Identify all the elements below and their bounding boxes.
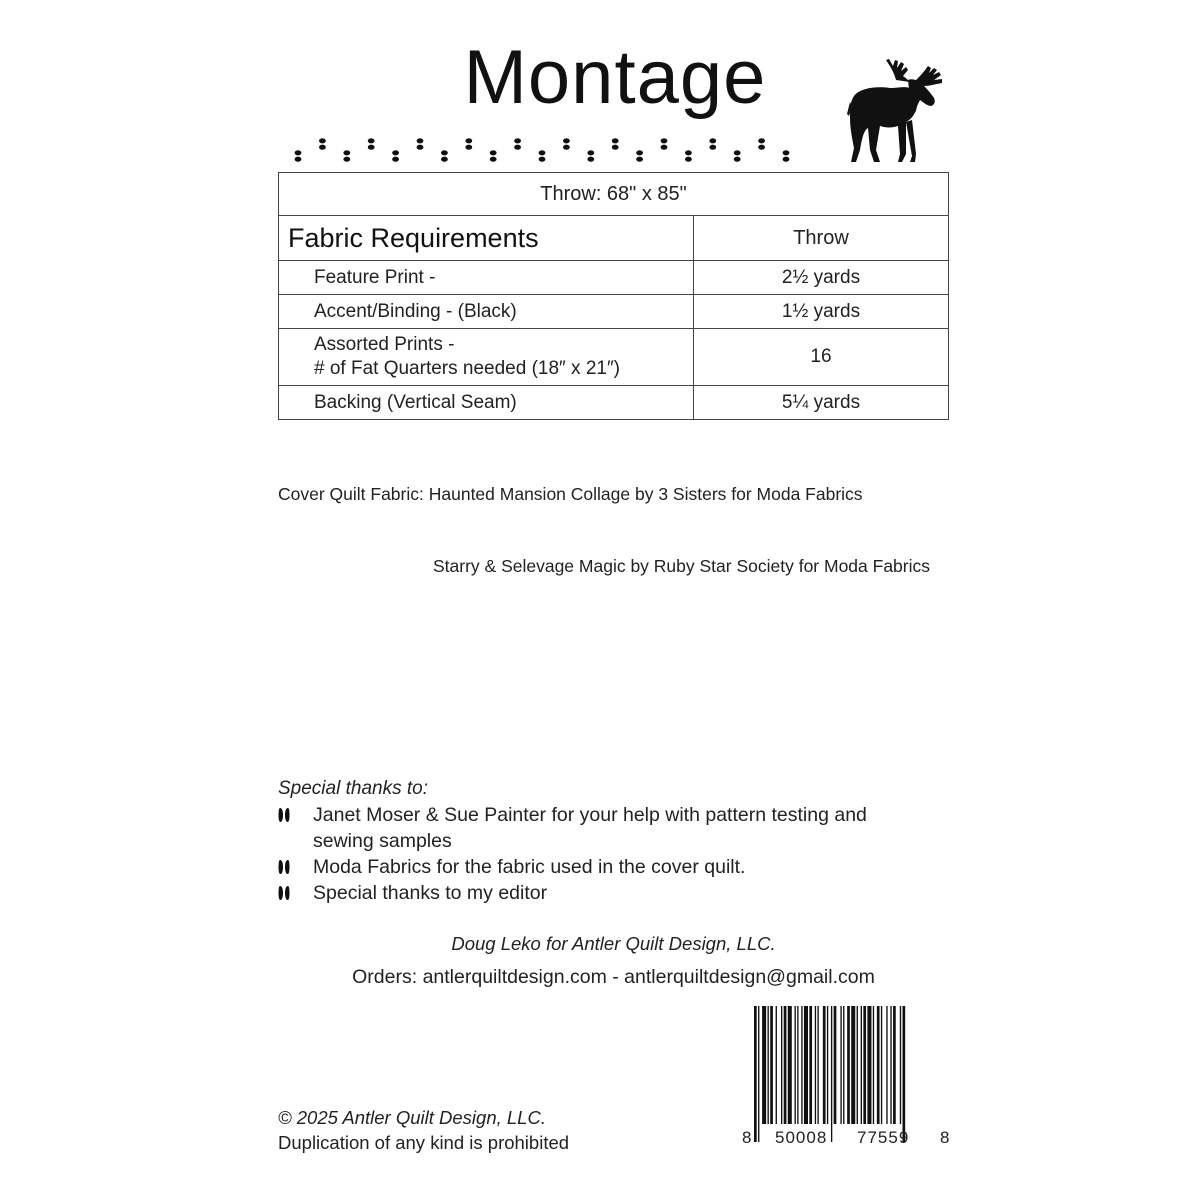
barcode-bar	[886, 1006, 887, 1124]
fabric-amount: 2½ yards	[694, 261, 949, 295]
duplication-notice: Duplication of any kind is prohibited	[278, 1132, 570, 1153]
thanks-text: Moda Fabrics for the fabric used in the cover quilt.	[313, 856, 746, 878]
barcode-bar	[776, 1006, 777, 1124]
barcode-bar	[788, 1006, 792, 1124]
barcode-bar	[781, 1006, 782, 1124]
table-header-row	[279, 216, 949, 261]
barcode-bar	[815, 1006, 816, 1124]
cover-fabric-line: Starry & Selevage Magic by Ruby Star Society for Moda Fabrics	[433, 556, 931, 576]
hoof-print-icon	[465, 138, 472, 150]
throw-size: Throw: 68" x 85"	[279, 173, 949, 216]
hoof-print-icon	[636, 150, 643, 162]
list-item	[278, 854, 918, 880]
hoof-print-bullet-icon	[278, 859, 290, 875]
fabric-item: Feature Print -	[279, 261, 694, 295]
barcode-bar	[823, 1006, 826, 1124]
barcode-bar	[770, 1006, 773, 1124]
hoof-print-icon	[417, 138, 424, 150]
barcode-bar	[804, 1006, 808, 1124]
hoof-print-icon	[539, 150, 546, 162]
moose-silhouette-icon	[846, 58, 958, 166]
pattern-title: Montage	[463, 35, 767, 120]
hoof-print-icon	[368, 138, 375, 150]
cover-fabric-note	[278, 434, 930, 602]
hoof-print-icon	[295, 150, 302, 162]
barcode-bar	[903, 1006, 906, 1142]
thanks-list	[278, 802, 918, 906]
table-row	[279, 329, 949, 386]
special-thanks	[278, 776, 918, 906]
barcode	[740, 1006, 952, 1156]
barcode-digit-first: 8	[742, 1128, 752, 1147]
hoof-print-icon	[783, 150, 790, 162]
fabric-item: Accent/Binding - (Black)	[279, 295, 694, 329]
thanks-text: Janet Moser & Sue Painter for your help with pattern testing and sewing samples	[313, 804, 867, 852]
hoof-print-icon	[612, 138, 619, 150]
table-row	[279, 295, 949, 329]
table-row	[279, 386, 949, 420]
copyright-line: © 2025 Antler Quilt Design, LLC.	[278, 1107, 546, 1128]
hoof-print-icon	[514, 138, 521, 150]
hoof-print-icon	[343, 150, 350, 162]
barcode-bar	[797, 1006, 798, 1124]
hoof-prints-icon	[288, 134, 798, 164]
barcode-bar	[847, 1006, 850, 1124]
barcode-bar	[831, 1006, 832, 1142]
designer-credit: Doug Leko for Antler Quilt Design, LLC.	[451, 933, 776, 954]
barcode-digit-last: 8	[940, 1128, 950, 1147]
list-item	[278, 880, 918, 906]
fabric-amount: 1½ yards	[694, 295, 949, 329]
throw-column-header: Throw	[694, 216, 949, 261]
barcode-bar	[890, 1006, 891, 1124]
barcode-bars	[740, 1006, 952, 1146]
hoof-print-icon	[319, 138, 326, 150]
barcode-digits-left: 50008	[775, 1128, 828, 1147]
barcode-bar	[861, 1006, 862, 1124]
hoof-print-bullet-icon	[278, 807, 290, 823]
cover-fabric-line: Cover Quilt Fabric: Haunted Mansion Collage by 3 Sisters for Moda Fabrics	[278, 484, 863, 504]
barcode-bar	[801, 1006, 802, 1124]
orders-contact: Orders: antlerquiltdesign.com - antlerquiltdesign@gmail.com	[352, 966, 875, 988]
barcode-bar	[900, 1006, 901, 1124]
barcode-bar	[867, 1006, 871, 1124]
hoof-print-icon	[685, 150, 692, 162]
hoof-print-icon	[734, 150, 741, 162]
barcode-bar	[893, 1006, 896, 1124]
fabric-item	[279, 329, 694, 386]
barcode-bar	[840, 1006, 841, 1124]
list-item	[278, 802, 918, 854]
table-row	[279, 261, 949, 295]
barcode-bar	[881, 1006, 882, 1124]
hoof-print-icon	[661, 138, 668, 150]
barcode-bar	[857, 1006, 858, 1124]
barcode-bar	[809, 1006, 812, 1124]
table-row	[279, 173, 949, 216]
barcode-bar	[827, 1006, 828, 1124]
barcode-digits	[740, 1128, 952, 1152]
fabric-amount: 5¼ yards	[694, 386, 949, 420]
hoof-print-icon	[587, 150, 594, 162]
hoof-print-icon	[758, 138, 765, 150]
hoof-print-icon	[392, 150, 399, 162]
barcode-bar	[762, 1006, 766, 1124]
barcode-bar	[834, 1006, 837, 1124]
hoof-print-icon	[709, 138, 716, 150]
special-thanks-heading: Special thanks to:	[278, 778, 428, 799]
fabric-amount: 16	[694, 329, 949, 386]
barcode-bar	[768, 1006, 769, 1124]
barcode-bar	[795, 1006, 796, 1124]
barcode-bar	[754, 1006, 757, 1142]
hoof-print-icon	[490, 150, 497, 162]
barcode-bar	[758, 1006, 759, 1142]
barcode-bar	[843, 1006, 844, 1124]
barcode-bar	[877, 1006, 880, 1124]
hoof-print-bullet-icon	[278, 885, 290, 901]
copyright-notice	[278, 1105, 569, 1155]
fabric-item-line: Assorted Prints -	[314, 334, 455, 355]
fabric-item-line: # of Fat Quarters needed (18″ x 21″)	[314, 358, 621, 379]
hoof-print-icon	[563, 138, 570, 150]
barcode-bar	[784, 1006, 787, 1124]
fabric-item: Backing (Vertical Seam)	[279, 386, 694, 420]
barcode-bar	[817, 1006, 818, 1124]
barcode-bar	[863, 1006, 866, 1124]
barcode-digits-right: 77559	[857, 1128, 910, 1147]
hoof-print-icon	[441, 150, 448, 162]
thanks-text: Special thanks to my editor	[313, 882, 548, 904]
fabric-requirements-table	[278, 172, 949, 420]
barcode-bar	[851, 1006, 855, 1124]
barcode-bar	[873, 1006, 874, 1124]
fabric-requirements-heading: Fabric Requirements	[279, 216, 694, 261]
